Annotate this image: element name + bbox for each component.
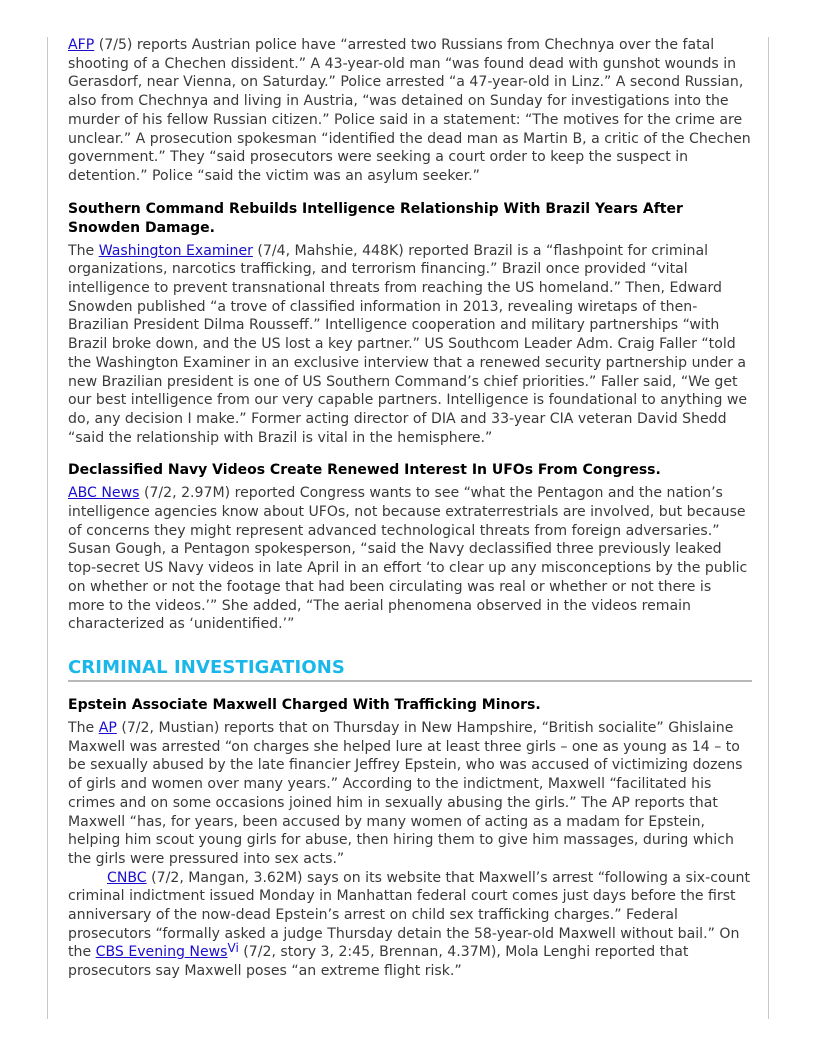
article-afp-body [68, 36, 752, 186]
article-navy-ufo-body [68, 484, 752, 634]
article-southern-command-text: (7/4, Mahshie, 448K) reported Brazil is a “flashpoint for criminal organizations, narcotics trafficking, and terrorism financing.” Brazil once provided “vital intelligence to prevent transnational threats from reaching the US homeland.” Then, Edward Snowden published “a trove of classified information in 2013, revealing wiretaps of then-Brazilian President Dilma Rousseff.” Intelligence cooperation and military partnerships “with Brazil broke down, and the US lost a key partner.” US Southcom Leader Adm. Craig Faller “told the Washington Examiner in an exclusive interview that a renewed security partnership under a new Brazilian president is one of US Southern Command’s chief priorities.” Faller said, “We get our best intelligence from our very capable partners. Intelligence is foundational to anything we do, any decision I make.” Former acting director of DIA and 33-year CIA veteran David Shedd “said the relationship with Brazil is vital in the hemisphere.” [68, 242, 748, 446]
source-link-ap[interactable]: AP [98, 719, 117, 736]
article-maxwell-para-1 [68, 719, 752, 869]
article-maxwell-text-3: (7/2, story 3, 2:45, Brennan, 4.37M), Mola Lenghi reported that prosecutors say Maxwell poses “an extreme flight risk.” [68, 944, 689, 980]
article-afp-text: (7/5) reports Austrian police have “arrested two Russians from Chechnya over the fatal shooting of a Chechen dissident.” A 43-year-old man “was found dead with gunshot wounds in Gerasdorf, near Vienna, on Saturday.” Police arrested “a 47-year-old in Linz.” A second Russian, also from Chechnya and living in Austria, “was detained on Sunday for investigations into the murder of his fellow Russian citizen.” Police said in a statement: “The motives for the crime are unclear.” A prosecution spokesman “identified the dead man as Martin B, a critic of the Chechen government.” They “said prosecutors were seeking a court order to keep the suspect in detention.” Police “said the victim was an asylum seeker.” [68, 37, 751, 184]
article-maxwell-text-1: (7/2, Mustian) reports that on Thursday in New Hampshire, “British socialite” Ghislaine Maxwell was arrested “on charges she helped lure at least three girls – one as young as 14 – to be sexually abused by the late financier Jeffrey Epstein, who was accused of victimizing dozens of girls and women over many years.” According to the indictment, Maxwell “facilitated his crimes and on some occasions joined him in sexually abusing the girls.” The AP reports that Maxwell “has, for years, been accused by many women of acting as a madam for Epstein, helping him scout young girls for abuse, then hiring them to give him massages, during which the girls were pressured into sex acts.” [68, 719, 743, 867]
article-text-prefix: The [68, 242, 99, 259]
article-navy-ufo-text: (7/2, 2.97M) reported Congress wants to see “what the Pentagon and the nation’s intelligence agencies know about UFOs, not because extraterrestrials are involved, but because of concerns they might represent advanced technological threats from foreign adversaries.” Susan Gough, a Pentagon spokesperson, “said the Navy declassified three previously leaked top-secret US Navy videos in late April in an effort ‘to clear up any misconceptions by the public on whether or not the footage that had been circulating was real or whether or not there is more to the videos.’” She added, “The aerial phenomena observed in the videos remain characterized as ‘unidentified.’” [68, 485, 748, 633]
source-link-abc-news[interactable]: ABC News [68, 485, 140, 502]
source-link-cnbc[interactable]: CNBC [107, 869, 147, 886]
article-maxwell-text-2: (7/2, Mangan, 3.62M) says on its website that Maxwell’s arrest “following a six-count criminal indictment issued Monday in Manhattan federal court comes just days before the first anniversary of the now-dead Epstein’s arrest on child sex trafficking charges.” Federal prosecutors “formally asked a judge Thursday detain the 58-year-old Maxwell without bail.” On the [68, 869, 750, 961]
headline-epstein-maxwell: Epstein Associate Maxwell Charged With Trafficking Minors. [68, 696, 541, 713]
headline-southern-command: Southern Command Rebuilds Intelligence Relationship With Brazil Years After Snowden Damage. [68, 200, 683, 236]
source-link-afp[interactable]: AFP [68, 37, 95, 53]
source-link-cbs-evening-news[interactable]: CBS Evening News [95, 944, 228, 961]
headline-navy-ufo: Declassified Navy Videos Create Renewed Interest In UFOs From Congress. [68, 462, 661, 479]
video-icon[interactable]: Vi [227, 941, 239, 956]
article-maxwell-para-2 [68, 869, 752, 981]
source-link-washington-examiner[interactable]: Washington Examiner [98, 242, 253, 259]
article-text-prefix: The [68, 719, 99, 736]
section-title-criminal-investigations: CRIMINAL INVESTIGATIONS [68, 657, 752, 682]
article-southern-command-body [68, 242, 752, 448]
document-content [68, 36, 752, 981]
